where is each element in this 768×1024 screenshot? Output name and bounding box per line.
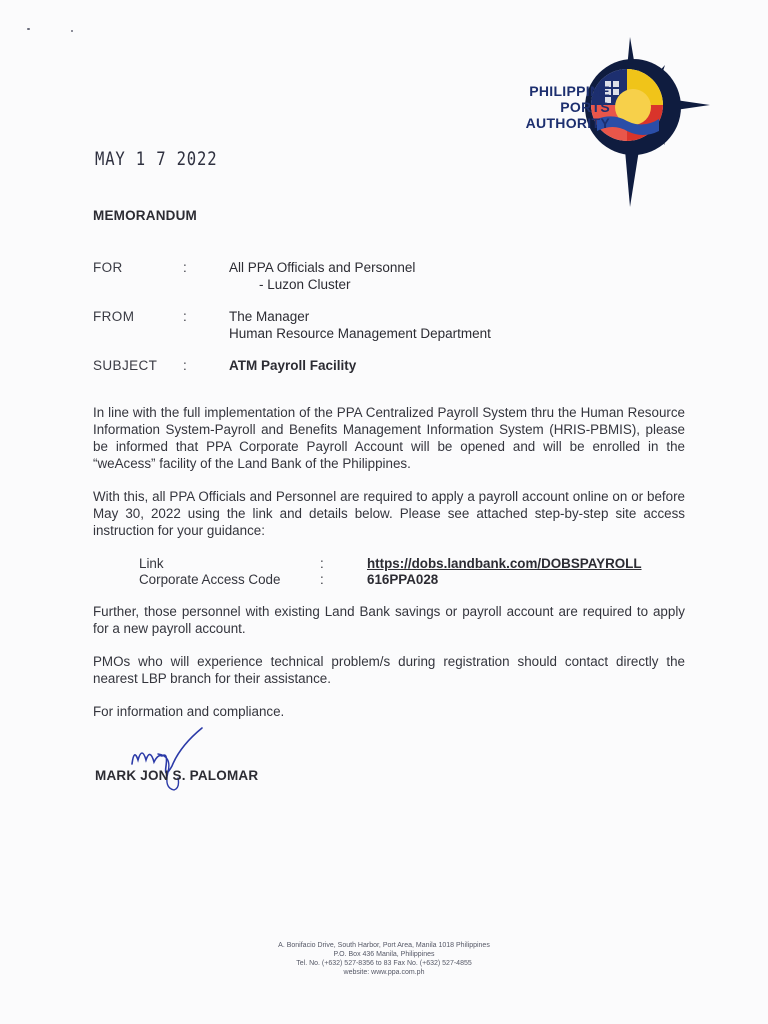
org-name xyxy=(526,83,610,131)
for-value-line: All PPA Officials and Personnel xyxy=(229,260,416,275)
letterhead-footer xyxy=(0,941,768,977)
subject-value: ATM Payroll Facility xyxy=(229,358,357,373)
footer-website: website: www.ppa.com.ph xyxy=(343,969,425,976)
scan-speck xyxy=(27,28,30,30)
handwritten-signature xyxy=(128,726,210,794)
link-label: Link xyxy=(139,556,164,571)
for-colon: : xyxy=(183,260,187,275)
footer-po-box: P.O. Box 436 Manila, Philippines xyxy=(333,951,435,958)
payroll-link[interactable]: https://dobs.landbank.com/DOBSPAYROLL xyxy=(367,556,642,571)
access-code-label: Corporate Access Code xyxy=(139,572,281,587)
from-value xyxy=(229,308,491,342)
ppa-logo xyxy=(505,35,720,210)
from-colon: : xyxy=(183,309,187,324)
date-stamp: MAY 1 7 2022 xyxy=(95,148,218,170)
scan-speck xyxy=(71,30,73,32)
from-value-line: The Manager xyxy=(229,309,310,324)
org-name-line: PORTS xyxy=(560,99,610,115)
subject-colon: : xyxy=(183,358,187,373)
org-name-line: PHILIPPINE xyxy=(529,83,610,99)
link-colon: : xyxy=(320,556,324,571)
paragraph-technical-problems: PMOs who will experience technical problem/s during registration should contact directly the nearest LBP branch for their assistance. xyxy=(93,654,685,686)
from-label: FROM xyxy=(93,309,135,324)
footer-phone: Tel. No. (+632) 527-8356 to 83 Fax No. (+632) 527-4855 xyxy=(296,960,472,967)
paragraph-compliance: For information and compliance. xyxy=(93,704,285,719)
for-label: FOR xyxy=(93,260,123,275)
paragraph-existing-accounts: Further, those personnel with existing Land Bank savings or payroll account are required to apply for a new payroll account. xyxy=(93,604,685,636)
signatory-name: MARK JON S. PALOMAR xyxy=(95,768,259,783)
paragraph-requirement: With this, all PPA Officials and Personnel are required to apply a payroll account online on or before May 30, 2022 using the link and details below. Please see attached step-by-step site access instruction for your guidance: xyxy=(93,489,685,538)
org-name-line: AUTHORITY xyxy=(525,115,610,131)
subject-label: SUBJECT xyxy=(93,358,158,373)
paragraph-implementation: In line with the full implementation of the PPA Centralized Payroll System thru the Human Resource Information System-Payroll and Benefits Management Information System (HRIS-PBMIS), please be informed that PPA Corporate Payroll Account will be opened and will be enrolled in the “weAcess” facility of the Land Bank of the Philippines. xyxy=(93,405,685,471)
access-code-value: 616PPA028 xyxy=(367,572,439,587)
for-value xyxy=(229,259,415,293)
memo-title: MEMORANDUM xyxy=(93,208,197,223)
access-code-colon: : xyxy=(320,572,324,587)
footer-address: A. Bonifacio Drive, South Harbor, Port Area, Manila 1018 Philippines xyxy=(278,942,490,949)
from-value-line: Human Resource Management Department xyxy=(229,326,491,341)
for-value-subline: - Luzon Cluster xyxy=(259,277,351,292)
